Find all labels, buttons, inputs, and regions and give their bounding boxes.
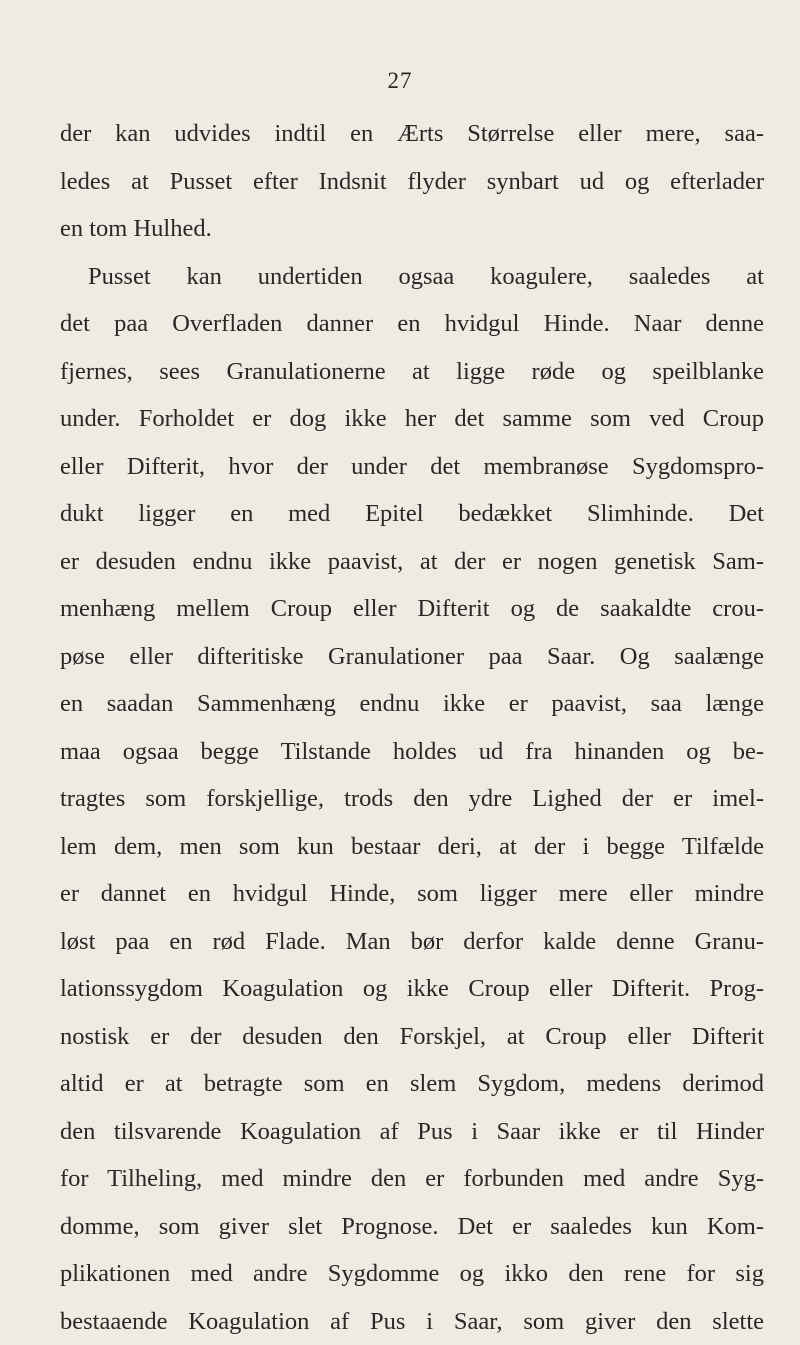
text-line: pøse eller difteritiske Granulationer paa Saar. Og saalænge — [60, 633, 764, 681]
text-line: en saadan Sammenhæng endnu ikke er paavist, saa længe — [60, 680, 764, 728]
text-line: den tilsvarende Koagulation af Pus i Saar ikke er til Hinder — [60, 1108, 764, 1156]
text-line: ledes at Pusset efter Indsnit flyder synbart ud og efterlader — [60, 158, 764, 206]
text-line: plikationen med andre Sygdomme og ikko den rene for sig — [60, 1250, 764, 1298]
text-line: dukt ligger en med Epitel bedækket Slimhinde. Det — [60, 490, 764, 538]
text-line: menhæng mellem Croup eller Difterit og de saakaldte crou- — [60, 585, 764, 633]
text-line: er desuden endnu ikke paavist, at der er nogen genetisk Sam- — [60, 538, 764, 586]
text-line: altid er at betragte som en slem Sygdom, medens derimod — [60, 1060, 764, 1108]
text-line: for Tilheling, med mindre den er forbunden med andre Syg- — [60, 1155, 764, 1203]
text-line: lem dem, men som kun bestaar deri, at der i begge Tilfælde — [60, 823, 764, 871]
text-line: lationssygdom Koagulation og ikke Croup eller Difterit. Prog- — [60, 965, 764, 1013]
text-line: nostisk er der desuden den Forskjel, at Croup eller Difterit — [60, 1013, 764, 1061]
text-line: det paa Overfladen danner en hvidgul Hinde. Naar denne — [60, 300, 764, 348]
body-text — [60, 110, 764, 1345]
text-line: eller Difterit, hvor der under det membranøse Sygdomspro- — [60, 443, 764, 491]
page-number: 27 — [0, 68, 800, 94]
text-line: maa ogsaa begge Tilstande holdes ud fra hinanden og be- — [60, 728, 764, 776]
text-line: Pusset kan undertiden ogsaa koagulere, saaledes at — [60, 253, 764, 301]
text-line: domme, som giver slet Prognose. Det er saaledes kun Kom- — [60, 1203, 764, 1251]
text-line: bestaaende Koagulation af Pus i Saar, som giver den slette — [60, 1298, 764, 1345]
text-line: der kan udvides indtil en Ærts Størrelse eller mere, saa- — [60, 110, 764, 158]
text-line: en tom Hulhed. — [60, 205, 764, 253]
text-line: er dannet en hvidgul Hinde, som ligger mere eller mindre — [60, 870, 764, 918]
text-line: løst paa en rød Flade. Man bør derfor kalde denne Granu- — [60, 918, 764, 966]
text-line: under. Forholdet er dog ikke her det samme som ved Croup — [60, 395, 764, 443]
text-line: fjernes, sees Granulationerne at ligge røde og speilblanke — [60, 348, 764, 396]
text-line: tragtes som forskjellige, trods den ydre Lighed der er imel- — [60, 775, 764, 823]
